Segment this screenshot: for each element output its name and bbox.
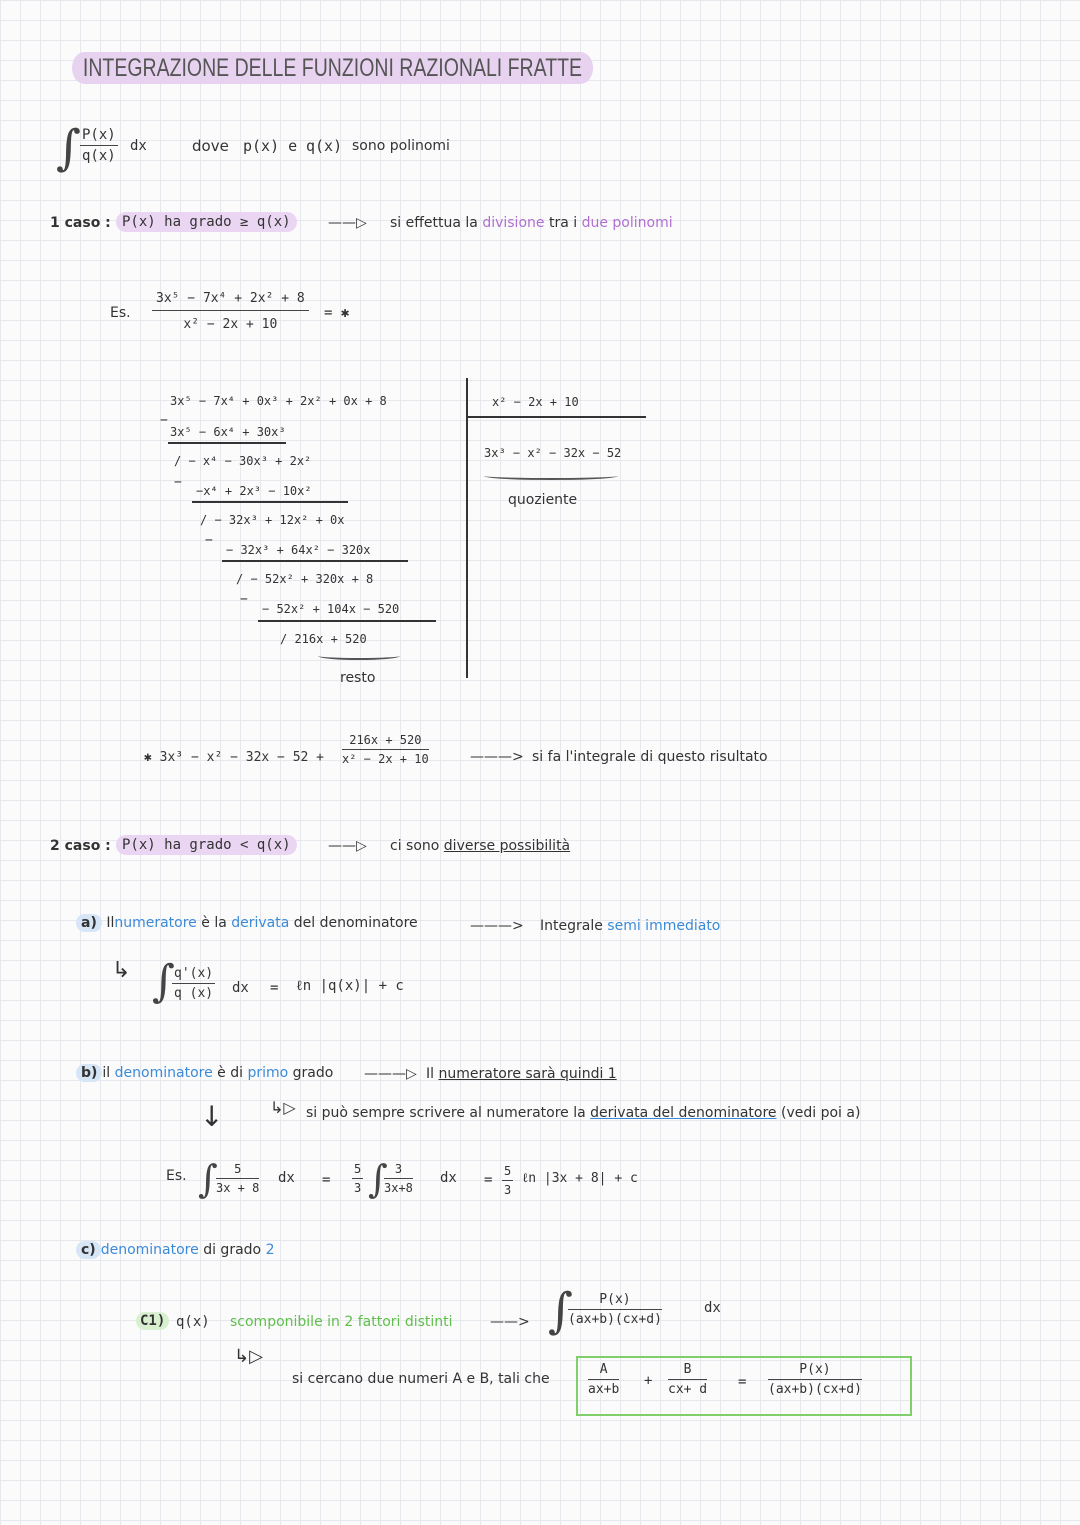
case-c1-arrow: ——> [490, 1314, 530, 1330]
quotient-brace [484, 472, 618, 480]
case-b-note-b: derivata del denominatore [590, 1105, 777, 1121]
division-vertical-bar [466, 378, 468, 678]
case-c1-label-text: C1) [136, 1312, 169, 1330]
case-b-dx-1: dx [278, 1170, 295, 1186]
division-row-5: / − 32x³ + 12x² + 0x [200, 513, 345, 527]
division-row-6: − 32x³ + 64x² − 320x [226, 543, 371, 557]
division-minus-2: − [174, 475, 182, 490]
case-c1-dx: dx [704, 1300, 721, 1316]
partial-fraction-b-num: B [668, 1362, 707, 1380]
caso2-text-b: diverse possibilità [443, 838, 571, 854]
caso2-condition: P(x) ha grado < q(x) [116, 835, 297, 855]
case-b-fraction-1-den: 3x + 8 [216, 1181, 260, 1195]
case-b-fraction-2-den: 3x+8 [384, 1181, 413, 1195]
case-b-dx-2: dx [440, 1170, 457, 1186]
case-c1-fraction [568, 1292, 662, 1327]
example1-denominator: x² − 2x + 10 [183, 317, 278, 332]
division-minus-4: − [240, 592, 248, 607]
caso2-arrow: ——▷ [328, 838, 367, 854]
case-b-fraction-2-num: 3 [384, 1162, 413, 1179]
case-c1-hook: ↳▷ [234, 1346, 263, 1367]
intro-text-qx: q(x) [306, 137, 343, 155]
case-a-rhs: ℓn |q(x)| + c [296, 978, 404, 994]
result-fraction [342, 733, 429, 766]
partial-fraction-a-den: ax+b [588, 1382, 620, 1397]
case-b-fraction-1-num: 5 [216, 1162, 259, 1179]
case-a-prefix: a) [76, 914, 102, 932]
case-a-t4: derivata [231, 915, 290, 931]
case-a-fraction [172, 966, 215, 1001]
case-c-heading [76, 1242, 274, 1258]
division-underline-2 [192, 501, 348, 503]
partial-fraction-a-num: A [588, 1362, 619, 1380]
case-b-result-coefficient-den: 3 [504, 1183, 512, 1197]
partial-fraction-r [768, 1362, 862, 1397]
partial-fraction-a [588, 1362, 619, 1397]
example1-fraction [152, 291, 309, 332]
partial-fraction-r-den: (ax+b)(cx+d) [768, 1382, 862, 1397]
caso1-label: 1 caso : [50, 215, 111, 231]
page-title: INTEGRAZIONE DELLE FUNZIONI RAZIONALI FRATTE [72, 52, 593, 84]
intro-denominator: q(x) [82, 148, 116, 164]
case-b-prefix: b) [76, 1064, 102, 1082]
case-b-down-arrow: ↓ [200, 1100, 224, 1133]
case-b-eq-1: = [322, 1172, 331, 1188]
caso2-label: 2 caso : [50, 838, 111, 854]
case-a-hook: ↳ [112, 958, 131, 983]
case-a-t3: è la [201, 915, 227, 931]
caso1-arrow: ——▷ [328, 215, 367, 231]
case-b-coefficient-num: 5 [352, 1162, 363, 1179]
case-b-result-coefficient [502, 1164, 513, 1197]
partial-plus: + [644, 1373, 653, 1389]
division-row-8: − 52x² + 104x − 520 [262, 602, 400, 616]
divisor: x² − 2x + 10 [492, 395, 579, 409]
case-b-rhs: ℓn |3x + 8| + c [522, 1171, 638, 1186]
case-b-heading [76, 1065, 333, 1081]
case-a-t1: Il [106, 915, 115, 931]
result-text: si fa l'integrale di questo risultato [532, 749, 768, 765]
partial-fraction-b [668, 1362, 707, 1397]
partial-fraction-r-num: P(x) [768, 1362, 862, 1380]
intro-text-px: p(x) e [243, 137, 298, 155]
case-a-r2: semi immediato [607, 918, 721, 934]
division-divisor-bar [466, 416, 646, 418]
case-b-fraction-2 [384, 1162, 413, 1195]
case-b-note-a: si può sempre scrivere al numeratore la [306, 1105, 586, 1121]
case-a-equals: = [270, 980, 279, 996]
case-a-fraction-num: q'(x) [172, 966, 215, 984]
caso1-condition: P(x) ha grado ≥ q(x) [116, 212, 297, 232]
case-b-fraction-1 [216, 1162, 259, 1195]
intro-fraction [80, 127, 118, 164]
case-c1-fraction-den: (ax+b)(cx+d) [568, 1312, 662, 1327]
division-underline-3 [222, 560, 408, 562]
case-c-t1: denominatore [100, 1242, 199, 1258]
partial-equals: = [738, 1374, 747, 1390]
remainder-brace [318, 652, 400, 660]
case-c1-text: scomponibile in 2 fattori distinti [230, 1314, 453, 1330]
case-c1-text2: si cercano due numeri A e B, tali che [292, 1371, 550, 1387]
case-b-r1: Il [426, 1066, 435, 1082]
case-a-heading [76, 915, 418, 931]
case-b-t5: grado [292, 1065, 334, 1081]
case-b-coefficient-den: 3 [354, 1181, 362, 1195]
remainder-label: resto [340, 670, 376, 686]
case-c1-qx: q(x) [176, 1314, 210, 1330]
caso2-text-a: ci sono [390, 838, 440, 854]
result-arrow: ———> [470, 749, 524, 765]
case-b-eq-2: = [484, 1172, 493, 1188]
caso2-text [390, 838, 570, 854]
result-expression: ✱ 3x³ − x² − 32x − 52 + [144, 750, 325, 765]
caso1-text-b: divisione [482, 215, 545, 231]
case-b-t4: primo [247, 1065, 289, 1081]
division-minus-1: − [160, 413, 168, 428]
case-b-note-c: (vedi poi a) [781, 1105, 861, 1121]
case-c1-label [136, 1312, 169, 1330]
partial-fraction-b-den: cx+ d [668, 1382, 708, 1397]
integral-sign: ∫ [56, 120, 82, 176]
case-b-r2: numeratore sarà quindi 1 [438, 1066, 617, 1082]
case-b-note-arrow: ↳▷ [270, 1098, 296, 1117]
division-minus-3: − [205, 533, 213, 548]
result-fraction-den: x² − 2x + 10 [342, 752, 429, 766]
example1-equals-star: = ✱ [324, 305, 350, 321]
division-row-9: / 216x + 520 [280, 632, 367, 646]
division-underline-1 [168, 442, 286, 444]
intro-text-sono: sono polinomi [352, 138, 450, 154]
example1-numerator: 3x⁵ − 7x⁴ + 2x² + 8 [152, 291, 309, 311]
division-row-3: / − x⁴ − 30x³ + 2x² [174, 454, 312, 468]
case-c-t3: 2 [265, 1242, 275, 1258]
caso1-text-d: due polinomi [581, 215, 673, 231]
case-a-integral-sign: ∫ [152, 956, 175, 1007]
division-row-7: / − 52x² + 320x + 8 [236, 572, 374, 586]
intro-dx: dx [130, 138, 147, 154]
quotient: 3x³ − x² − 32x − 52 [484, 446, 622, 460]
case-b-coefficient [352, 1162, 363, 1195]
case-c1-fraction-num: P(x) [568, 1292, 662, 1310]
division-row-2: 3x⁵ − 6x⁴ + 30x³ [170, 425, 286, 439]
intro-numerator: P(x) [80, 127, 118, 146]
division-row-4: −x⁴ + 2x³ − 10x² [196, 484, 312, 498]
caso1-text-a: si effettua la [390, 215, 478, 231]
case-c1-integral-sign: ∫ [548, 1283, 574, 1339]
case-a-result [540, 918, 720, 934]
division-underline-4 [258, 620, 436, 622]
caso1-text-c: tra i [548, 215, 578, 231]
case-a-t2: numeratore [114, 915, 197, 931]
caso1-text [390, 215, 673, 231]
case-a-arrow: ———> [470, 918, 524, 934]
case-b-es: Es. [166, 1168, 187, 1184]
case-a-t5: del denominatore [293, 915, 418, 931]
case-b-t1: il [102, 1065, 111, 1081]
case-c-t2: di grado [203, 1242, 262, 1258]
intro-text-dove: dove [192, 137, 229, 155]
case-b-note [306, 1105, 860, 1121]
case-b-arrow: ———▷ [364, 1066, 417, 1082]
case-b-integral-sign-2: ∫ [368, 1157, 388, 1201]
result-fraction-num: 216x + 520 [342, 733, 429, 750]
case-a-dx: dx [232, 980, 249, 996]
case-a-r1: Integrale [540, 918, 603, 934]
case-b-t3: è di [217, 1065, 243, 1081]
division-row-1: 3x⁵ − 7x⁴ + 0x³ + 2x² + 0x + 8 [170, 394, 387, 408]
quotient-label: quoziente [508, 492, 578, 508]
case-b-result [426, 1066, 617, 1082]
case-b-result-coefficient-num: 5 [502, 1164, 513, 1181]
case-b-integral-sign-1: ∫ [198, 1157, 218, 1201]
case-b-t2: denominatore [114, 1065, 213, 1081]
case-a-fraction-den: q (x) [174, 986, 214, 1001]
example1-label: Es. [110, 305, 131, 321]
case-c-prefix: c) [76, 1241, 101, 1259]
